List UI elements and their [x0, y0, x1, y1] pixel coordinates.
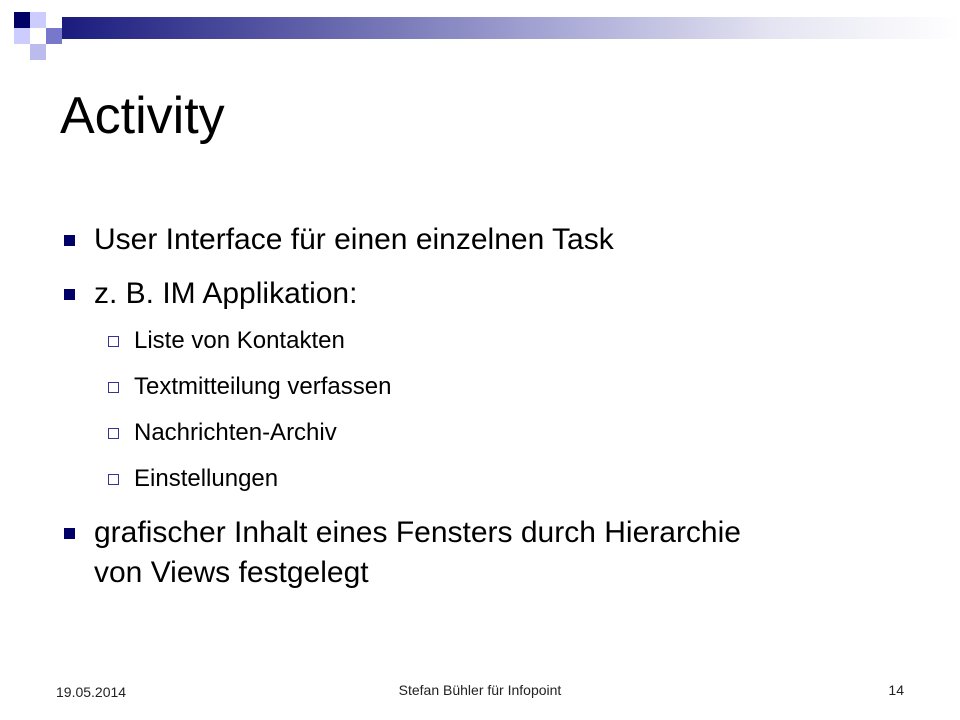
sub-bullet-text: Liste von Kontakten [134, 327, 345, 354]
header-square [46, 28, 62, 44]
bullet-text-line: grafischer Inhalt eines Fensters durch Hierarchie [94, 516, 741, 549]
header-square [30, 28, 46, 44]
header-square [14, 28, 30, 44]
square-bullet-icon [64, 289, 75, 300]
square-bullet-icon [64, 528, 75, 539]
header-square [30, 44, 46, 60]
slide-title: Activity [60, 87, 225, 145]
footer-author: Stefan Bühler für Infopoint [398, 682, 562, 698]
sub-bullet-text: Nachrichten-Archiv [134, 419, 337, 446]
sub-bullet-text: Textmitteilung verfassen [134, 373, 392, 400]
footer-date: 19.05.2014 [56, 684, 127, 700]
bullet-text-line: von Views festgelegt [94, 556, 369, 589]
square-bullet-icon [64, 235, 75, 246]
sub-bullet-text: Einstellungen [134, 465, 279, 492]
box-bullet-icon [108, 428, 119, 439]
box-bullet-icon [108, 336, 119, 347]
bullet-text: z. B. IM Applikation: [94, 277, 358, 310]
bullet-text: User Interface für einen einzelnen Task [94, 223, 614, 256]
header-square [14, 12, 30, 28]
header-square [30, 12, 46, 28]
box-bullet-icon [108, 474, 119, 485]
footer-page-number: 14 [888, 682, 904, 698]
header-gradient-bar [62, 17, 960, 39]
box-bullet-icon [108, 382, 119, 393]
